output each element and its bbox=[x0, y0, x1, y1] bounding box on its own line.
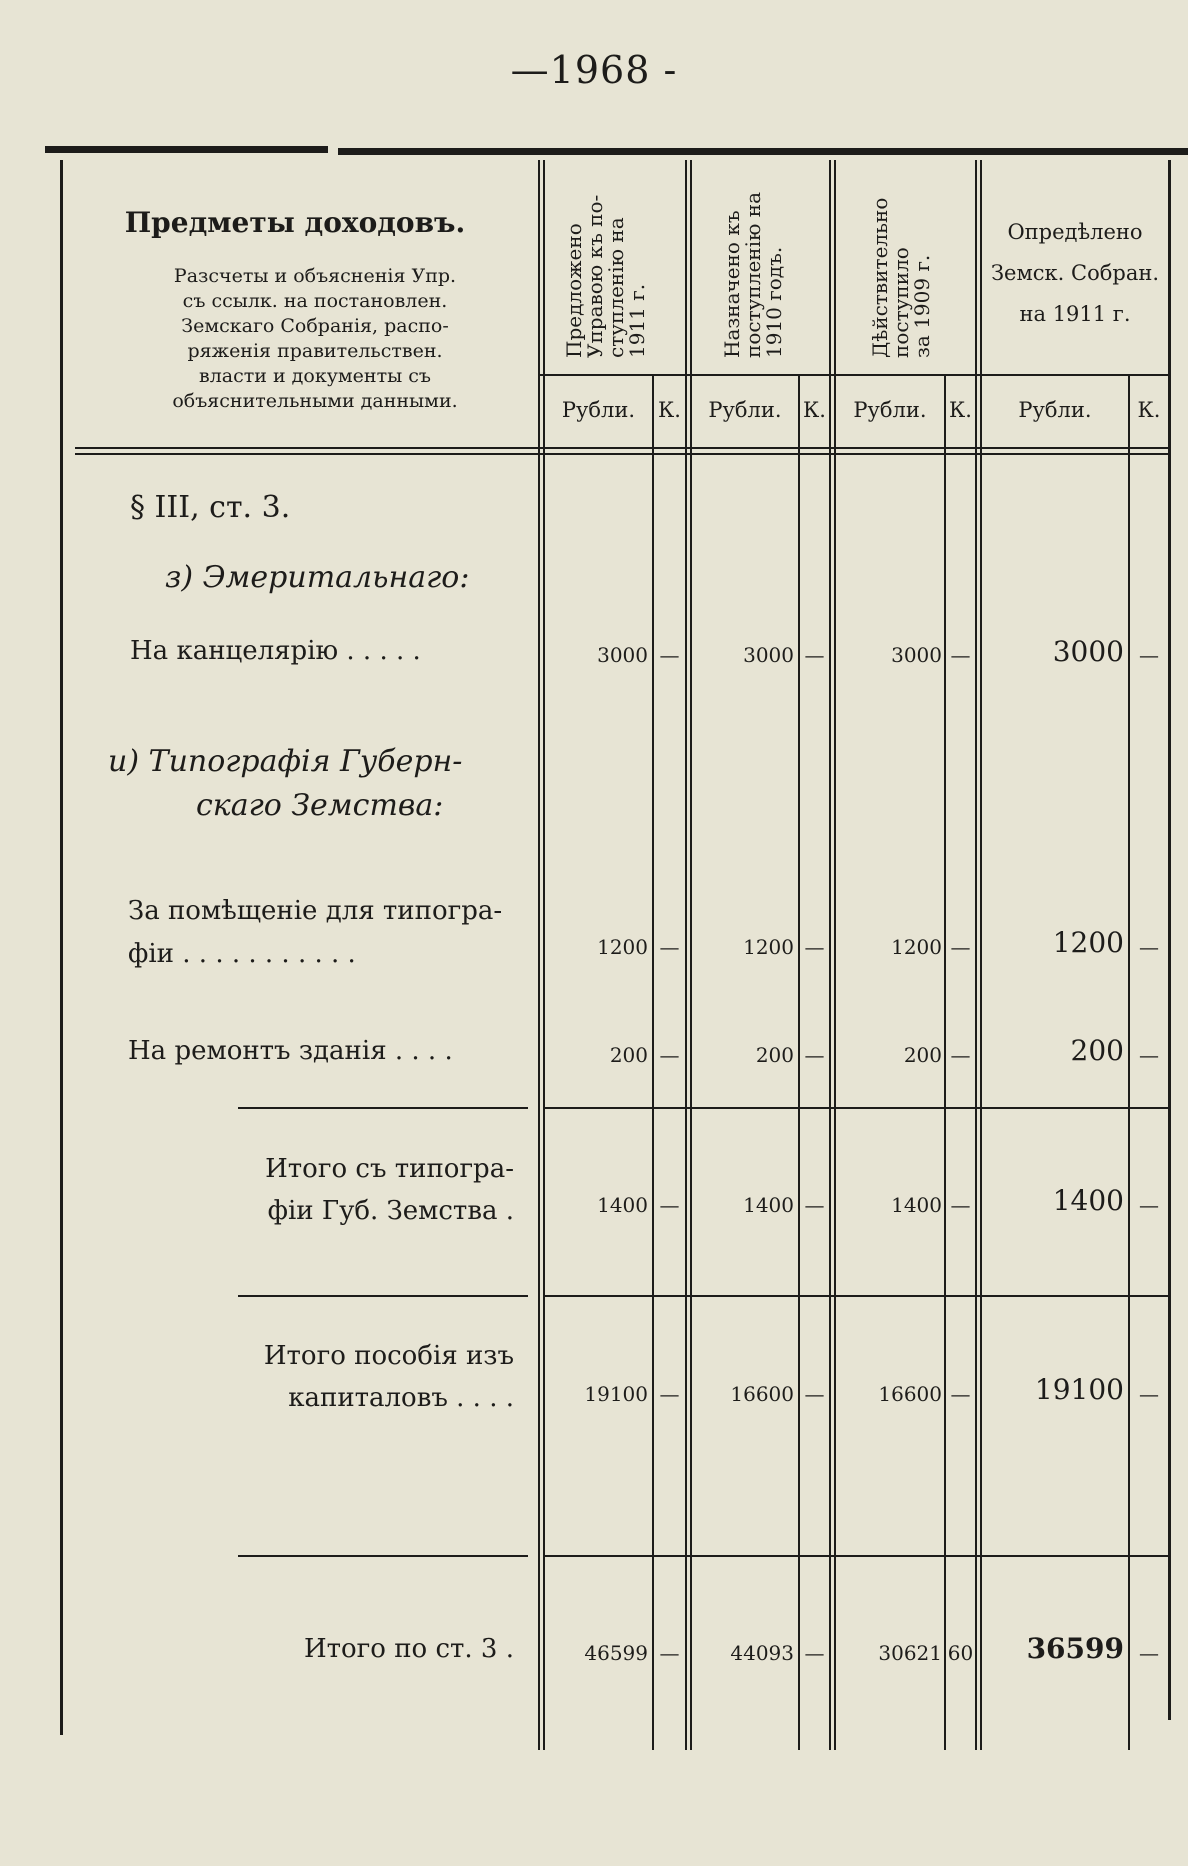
value-assigned: 16600 bbox=[730, 1382, 794, 1406]
kop-dash: — bbox=[804, 1641, 825, 1665]
value-actual: 3000 bbox=[891, 643, 942, 667]
row-label-premises bbox=[128, 890, 502, 976]
row-label-line: фіи . . . . . . . . . . . bbox=[128, 939, 356, 969]
subsection-emerital: з) Эмеритальнаго: bbox=[165, 560, 470, 595]
subsection-typography-line: и) Типографія Губерн- bbox=[108, 744, 463, 779]
header-determined-line: Опредѣлено bbox=[1007, 220, 1143, 244]
subtitle-line: съ ссылк. на постановлен. bbox=[182, 290, 448, 312]
subtitle-line: власти и документы съ bbox=[199, 365, 431, 387]
value-actual: 16600 bbox=[878, 1382, 942, 1406]
row-label-repair: На ремонтъ зданія . . . . bbox=[128, 1036, 453, 1066]
value-determined: 1400 bbox=[1052, 1184, 1124, 1217]
value-determined: 3000 bbox=[1052, 635, 1124, 668]
unit-kop-4: К. bbox=[1137, 398, 1161, 422]
header-bottom-line-2 bbox=[75, 453, 1170, 455]
subtitle-line: ряженія правительствен. bbox=[187, 340, 443, 362]
kop-dash: — bbox=[659, 1382, 680, 1406]
row-label-total-capitals bbox=[237, 1335, 514, 1419]
value-proposed: 200 bbox=[609, 1043, 648, 1067]
value-assigned: 1400 bbox=[743, 1193, 794, 1217]
unit-rub-3: Рубли. bbox=[853, 398, 927, 422]
subsection-typography bbox=[108, 740, 462, 828]
value-determined: 19100 bbox=[1034, 1373, 1124, 1406]
value-proposed: 3000 bbox=[597, 643, 648, 667]
kop-dash: — bbox=[659, 1641, 680, 1665]
subtitle-line: Разсчеты и объясненія Упр. bbox=[173, 265, 457, 287]
row-label-chancery: На канцелярію . . . . . bbox=[130, 636, 421, 666]
header-determined-1911 bbox=[975, 212, 1175, 335]
kop-dash: — bbox=[659, 643, 680, 667]
value-proposed: 19100 bbox=[584, 1382, 648, 1406]
table-right-border bbox=[1168, 160, 1171, 1720]
section-heading: § III, ст. 3. bbox=[130, 490, 291, 525]
value-proposed: 1200 bbox=[597, 935, 648, 959]
header-bottom-line-1 bbox=[75, 447, 1170, 449]
row-label-total-typography bbox=[237, 1148, 514, 1232]
subtotal-rule bbox=[545, 1295, 1168, 1297]
unit-kop-2: К. bbox=[803, 398, 826, 422]
row-label-line: Итого съ типогра- bbox=[265, 1154, 514, 1184]
kop-value: 60 bbox=[947, 1641, 974, 1665]
value-proposed: 46599 bbox=[584, 1641, 648, 1665]
value-actual: 1400 bbox=[891, 1193, 942, 1217]
kop-dash: — bbox=[1139, 1043, 1159, 1067]
row-label-total-article: Итого по ст. 3 . bbox=[303, 1634, 514, 1664]
subtotal-rule bbox=[545, 1555, 1168, 1557]
value-determined: 1200 bbox=[1052, 926, 1124, 959]
value-assigned: 1200 bbox=[743, 935, 794, 959]
value-proposed: 1400 bbox=[597, 1193, 648, 1217]
header-actual-1909: Дѣйствительно поступило за 1909 г. bbox=[868, 197, 934, 358]
subtitle-line: объяснительными данными. bbox=[172, 390, 458, 412]
kop-dash: — bbox=[804, 1043, 825, 1067]
col-sep-b1 bbox=[685, 160, 687, 1750]
header-assigned-1910: Назначено къ поступленію на 1910 годъ. bbox=[720, 191, 786, 358]
subtotal-rule bbox=[238, 1107, 528, 1109]
kop-dash: — bbox=[804, 1382, 825, 1406]
row-label-line: фіи Губ. Земства . bbox=[267, 1196, 514, 1226]
top-rule-right bbox=[338, 148, 1188, 155]
col-sep-a1 bbox=[538, 160, 540, 1750]
header-determined-line: на 1911 г. bbox=[1019, 302, 1131, 326]
page-number: —1968 - bbox=[510, 48, 678, 92]
row-label-line: Итого пособія изъ bbox=[263, 1341, 514, 1371]
col-sep-c1 bbox=[829, 160, 831, 1750]
kop-dash: — bbox=[804, 643, 825, 667]
kop-dash: — bbox=[950, 1193, 971, 1217]
top-rule-left bbox=[45, 146, 328, 153]
value-assigned: 44093 bbox=[730, 1641, 794, 1665]
units-top-line bbox=[540, 374, 1170, 376]
unit-rub-2: Рубли. bbox=[708, 398, 782, 422]
header-determined-line: Земск. Собран. bbox=[990, 261, 1160, 285]
subtotal-rule bbox=[238, 1555, 528, 1557]
table-left-border bbox=[60, 160, 63, 1735]
kop-dash: — bbox=[804, 1193, 825, 1217]
value-determined: 36599 bbox=[1026, 1632, 1124, 1665]
header-proposed-1911: Предложено Управою къ по- ступленію на 1911 г. bbox=[562, 194, 649, 358]
kop-dash: — bbox=[659, 935, 680, 959]
kop-dash: — bbox=[1139, 1382, 1159, 1406]
kop-dash: — bbox=[950, 1382, 971, 1406]
kop-dash: — bbox=[659, 1043, 680, 1067]
row-label-line: капиталовъ . . . . bbox=[288, 1383, 514, 1413]
table-title: Предметы доходовъ. bbox=[124, 206, 466, 239]
value-assigned: 200 bbox=[755, 1043, 794, 1067]
unit-kop-3: К. bbox=[949, 398, 972, 422]
subsection-typography-line: скаго Земства: bbox=[196, 788, 444, 823]
value-actual: 30621 bbox=[878, 1641, 942, 1665]
kop-dash: — bbox=[1139, 1193, 1159, 1217]
kop-dash: — bbox=[804, 935, 825, 959]
value-actual: 1200 bbox=[891, 935, 942, 959]
kop-dash: — bbox=[950, 1043, 971, 1067]
kop-dash: — bbox=[1139, 643, 1159, 667]
unit-rub-1: Рубли. bbox=[561, 398, 636, 422]
unit-kop-1: К. bbox=[658, 398, 681, 422]
value-assigned: 3000 bbox=[743, 643, 794, 667]
subtotal-rule bbox=[545, 1107, 1168, 1109]
kop-dash: — bbox=[659, 1193, 680, 1217]
kop-dash: — bbox=[950, 643, 971, 667]
value-actual: 200 bbox=[903, 1043, 942, 1067]
row-label-line: За помѣщеніе для типогра- bbox=[128, 896, 503, 926]
kop-dash: — bbox=[1139, 1641, 1159, 1665]
col-sep-d1 bbox=[975, 160, 977, 1750]
kop-dash: — bbox=[1139, 935, 1159, 959]
subtotal-rule bbox=[238, 1295, 528, 1297]
kop-dash: — bbox=[950, 935, 971, 959]
subtitle-line: Земскаго Собранія, распо- bbox=[181, 315, 449, 337]
value-determined: 200 bbox=[1070, 1034, 1124, 1067]
table-subtitle bbox=[150, 264, 480, 414]
unit-rub-4: Рубли. bbox=[1018, 398, 1092, 422]
